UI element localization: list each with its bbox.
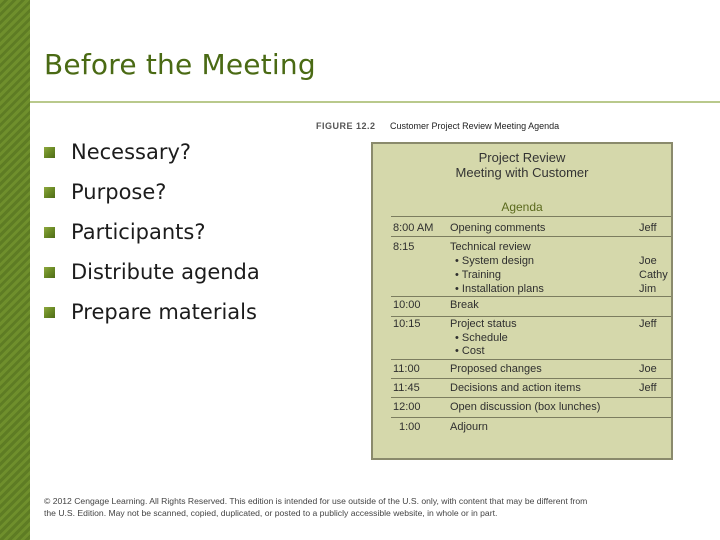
- agenda-item: Break: [450, 299, 479, 311]
- agenda-person: Joe: [639, 255, 657, 267]
- figure-caption: [316, 121, 559, 131]
- bullet-item: [44, 292, 260, 332]
- agenda-divider: [391, 359, 671, 360]
- agenda-divider: [391, 378, 671, 379]
- agenda-person: Jeff: [639, 318, 657, 330]
- agenda-divider: [391, 216, 671, 217]
- figure-caption-text: Customer Project Review Meeting Agenda: [390, 121, 560, 131]
- bullet-list: [44, 132, 260, 332]
- slide-title: Before the Meeting: [44, 48, 316, 81]
- agenda-figure: [371, 142, 673, 460]
- agenda-subitem: • Schedule: [455, 332, 508, 344]
- bullet-item: [44, 212, 260, 252]
- bullet-item: [44, 132, 260, 172]
- agenda-person: Jeff: [639, 382, 657, 394]
- agenda-time: 11:45: [393, 382, 420, 394]
- bullet-text: Prepare materials: [71, 300, 257, 324]
- square-bullet-icon: [44, 227, 55, 238]
- agenda-item: Proposed changes: [450, 363, 542, 375]
- copyright-line: © 2012 Cengage Learning. All Rights Reserved. This edition is intended for use outside of the U.S. only, with content that may be different from: [44, 496, 588, 506]
- agenda-label: Agenda: [501, 200, 543, 214]
- agenda-heading: [373, 150, 671, 180]
- agenda-divider: [391, 417, 671, 418]
- agenda-divider: [391, 296, 671, 297]
- agenda-subitem: • System design: [455, 255, 535, 267]
- agenda-time: 10:15: [393, 318, 421, 330]
- agenda-item: Opening comments: [450, 222, 546, 234]
- agenda-subitem: • Installation plans: [455, 283, 544, 295]
- bullet-text: Purpose?: [71, 180, 167, 204]
- agenda-time: 10:00: [393, 299, 421, 311]
- agenda-person: Jeff: [639, 222, 657, 234]
- agenda-item: Decisions and action items: [450, 382, 581, 394]
- agenda-heading-line: Project Review: [478, 150, 566, 165]
- agenda-subitem: • Training: [455, 269, 502, 281]
- bullet-text: Participants?: [71, 220, 206, 244]
- agenda-heading-line: Meeting with Customer: [455, 165, 589, 180]
- decorative-side-stripe: [0, 0, 30, 540]
- agenda-time: 8:15: [393, 241, 415, 253]
- bullet-text: Distribute agenda: [71, 260, 260, 284]
- square-bullet-icon: [44, 307, 55, 318]
- agenda-item: Project status: [450, 318, 517, 330]
- agenda-person: Cathy: [639, 269, 668, 281]
- agenda-time: 1:00: [399, 421, 421, 433]
- bullet-item: [44, 252, 260, 292]
- agenda-person: Joe: [639, 363, 657, 375]
- bullet-item: [44, 172, 260, 212]
- agenda-person: Jim: [639, 283, 657, 295]
- copyright-line: the U.S. Edition. May not be scanned, copied, duplicated, or posted to a publicly accessible website, in whole or in part.: [44, 508, 498, 518]
- agenda-time: 11:00: [393, 363, 420, 375]
- square-bullet-icon: [44, 187, 55, 198]
- bullet-text: Necessary?: [71, 140, 192, 164]
- agenda-divider: [391, 397, 671, 398]
- figure-number: FIGURE 12.2: [316, 121, 376, 131]
- agenda-item: Technical review: [450, 241, 531, 253]
- agenda-subitem: • Cost: [455, 345, 485, 357]
- agenda-divider: [391, 236, 671, 237]
- agenda-item: Adjourn: [450, 421, 488, 433]
- agenda-time: 12:00: [393, 401, 421, 413]
- title-divider: [30, 101, 720, 103]
- agenda-item: Open discussion (box lunches): [450, 401, 601, 413]
- agenda-divider: [391, 316, 671, 317]
- square-bullet-icon: [44, 147, 55, 158]
- square-bullet-icon: [44, 267, 55, 278]
- agenda-time: 8:00 AM: [393, 222, 434, 234]
- copyright-footer: [44, 495, 694, 519]
